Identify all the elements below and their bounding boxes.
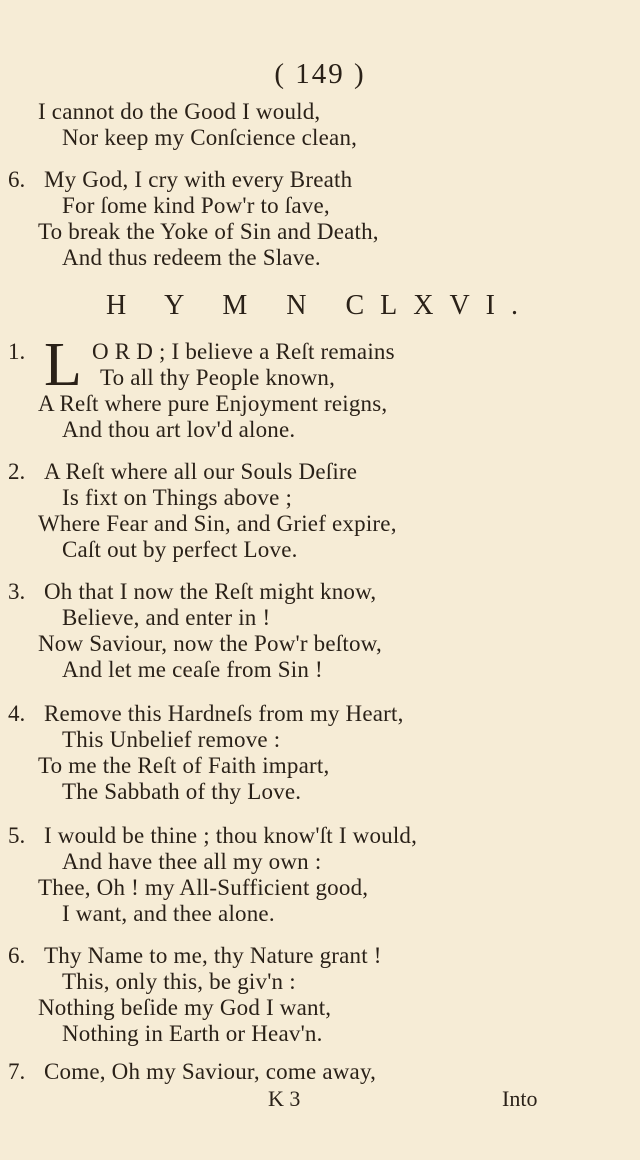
stanza-number: 3. — [8, 579, 26, 604]
verse-line: O R D ; I believe a Reſt remains — [92, 339, 395, 364]
verse-line: Oh that I now the Reſt might know, — [44, 579, 377, 604]
stanza-number: 5. — [8, 823, 26, 848]
verse-line: And let me ceaſe from Sin ! — [62, 657, 323, 682]
verse-line: Where Fear and Sin, and Grief expire, — [38, 511, 397, 536]
verse-line: The Sabbath of thy Love. — [62, 779, 302, 804]
verse-line: Thee, Oh ! my All-Sufficient good, — [38, 875, 369, 900]
verse-line: Nothing in Earth or Heav'n. — [62, 1021, 323, 1046]
verse-line: Believe, and enter in ! — [62, 605, 271, 630]
verse-line: To all thy People known, — [100, 365, 336, 390]
verse-line: I want, and thee alone. — [62, 901, 275, 926]
verse-line: Now Saviour, now the Pow'r beſtow, — [38, 631, 382, 656]
verse-line: Remove this Hardneſs from my Heart, — [44, 701, 404, 726]
verse-line: To me the Reſt of Faith impart, — [38, 753, 330, 778]
verse-line: I would be thine ; thou know'ſt I would, — [44, 823, 418, 848]
hymn-title: H Y M N CLXVI. — [105, 290, 535, 321]
catchword: Into — [502, 1086, 538, 1111]
verse-line: This, only this, be giv'n : — [62, 969, 296, 994]
verse-line: And thus redeem the Slave. — [62, 245, 321, 270]
drop-cap: L — [44, 331, 82, 399]
stanza-number: 2. — [8, 459, 26, 484]
verse-line: To break the Yoke of Sin and Death, — [38, 219, 379, 244]
verse-line: And have thee all my own : — [62, 849, 322, 874]
verse-line: And thou art lov'd alone. — [62, 417, 296, 442]
verse-line: A Reſt where pure Enjoyment reigns, — [38, 391, 388, 416]
verse-line: For ſome kind Pow'r to ſave, — [62, 193, 330, 218]
verse-line: Nor keep my Conſcience clean, — [62, 125, 358, 150]
verse-line: A Reſt where all our Souls Deſire — [44, 459, 358, 484]
stanza-number: 1. — [8, 339, 26, 364]
stanza-number: 4. — [8, 701, 26, 726]
page-number: ( 149 ) — [274, 58, 366, 90]
verse-line: My God, I cry with every Breath — [44, 167, 353, 192]
verse-line: Is fixt on Things above ; — [62, 485, 293, 510]
stanza-number: 6. — [8, 943, 26, 968]
verse-line: Come, Oh my Saviour, come away, — [44, 1059, 377, 1084]
stanza-number: 6. — [8, 167, 26, 192]
verse-line: Caſt out by perfect Love. — [62, 537, 298, 562]
verse-line: I cannot do the Good I would, — [38, 99, 321, 124]
verse-line: Thy Name to me, thy Nature grant ! — [44, 943, 382, 968]
verse-line: This Unbelief remove : — [62, 727, 281, 752]
verse-line: Nothing beſide my God I want, — [38, 995, 332, 1020]
signature-mark: K 3 — [268, 1086, 301, 1111]
stanza-number: 7. — [8, 1059, 26, 1084]
